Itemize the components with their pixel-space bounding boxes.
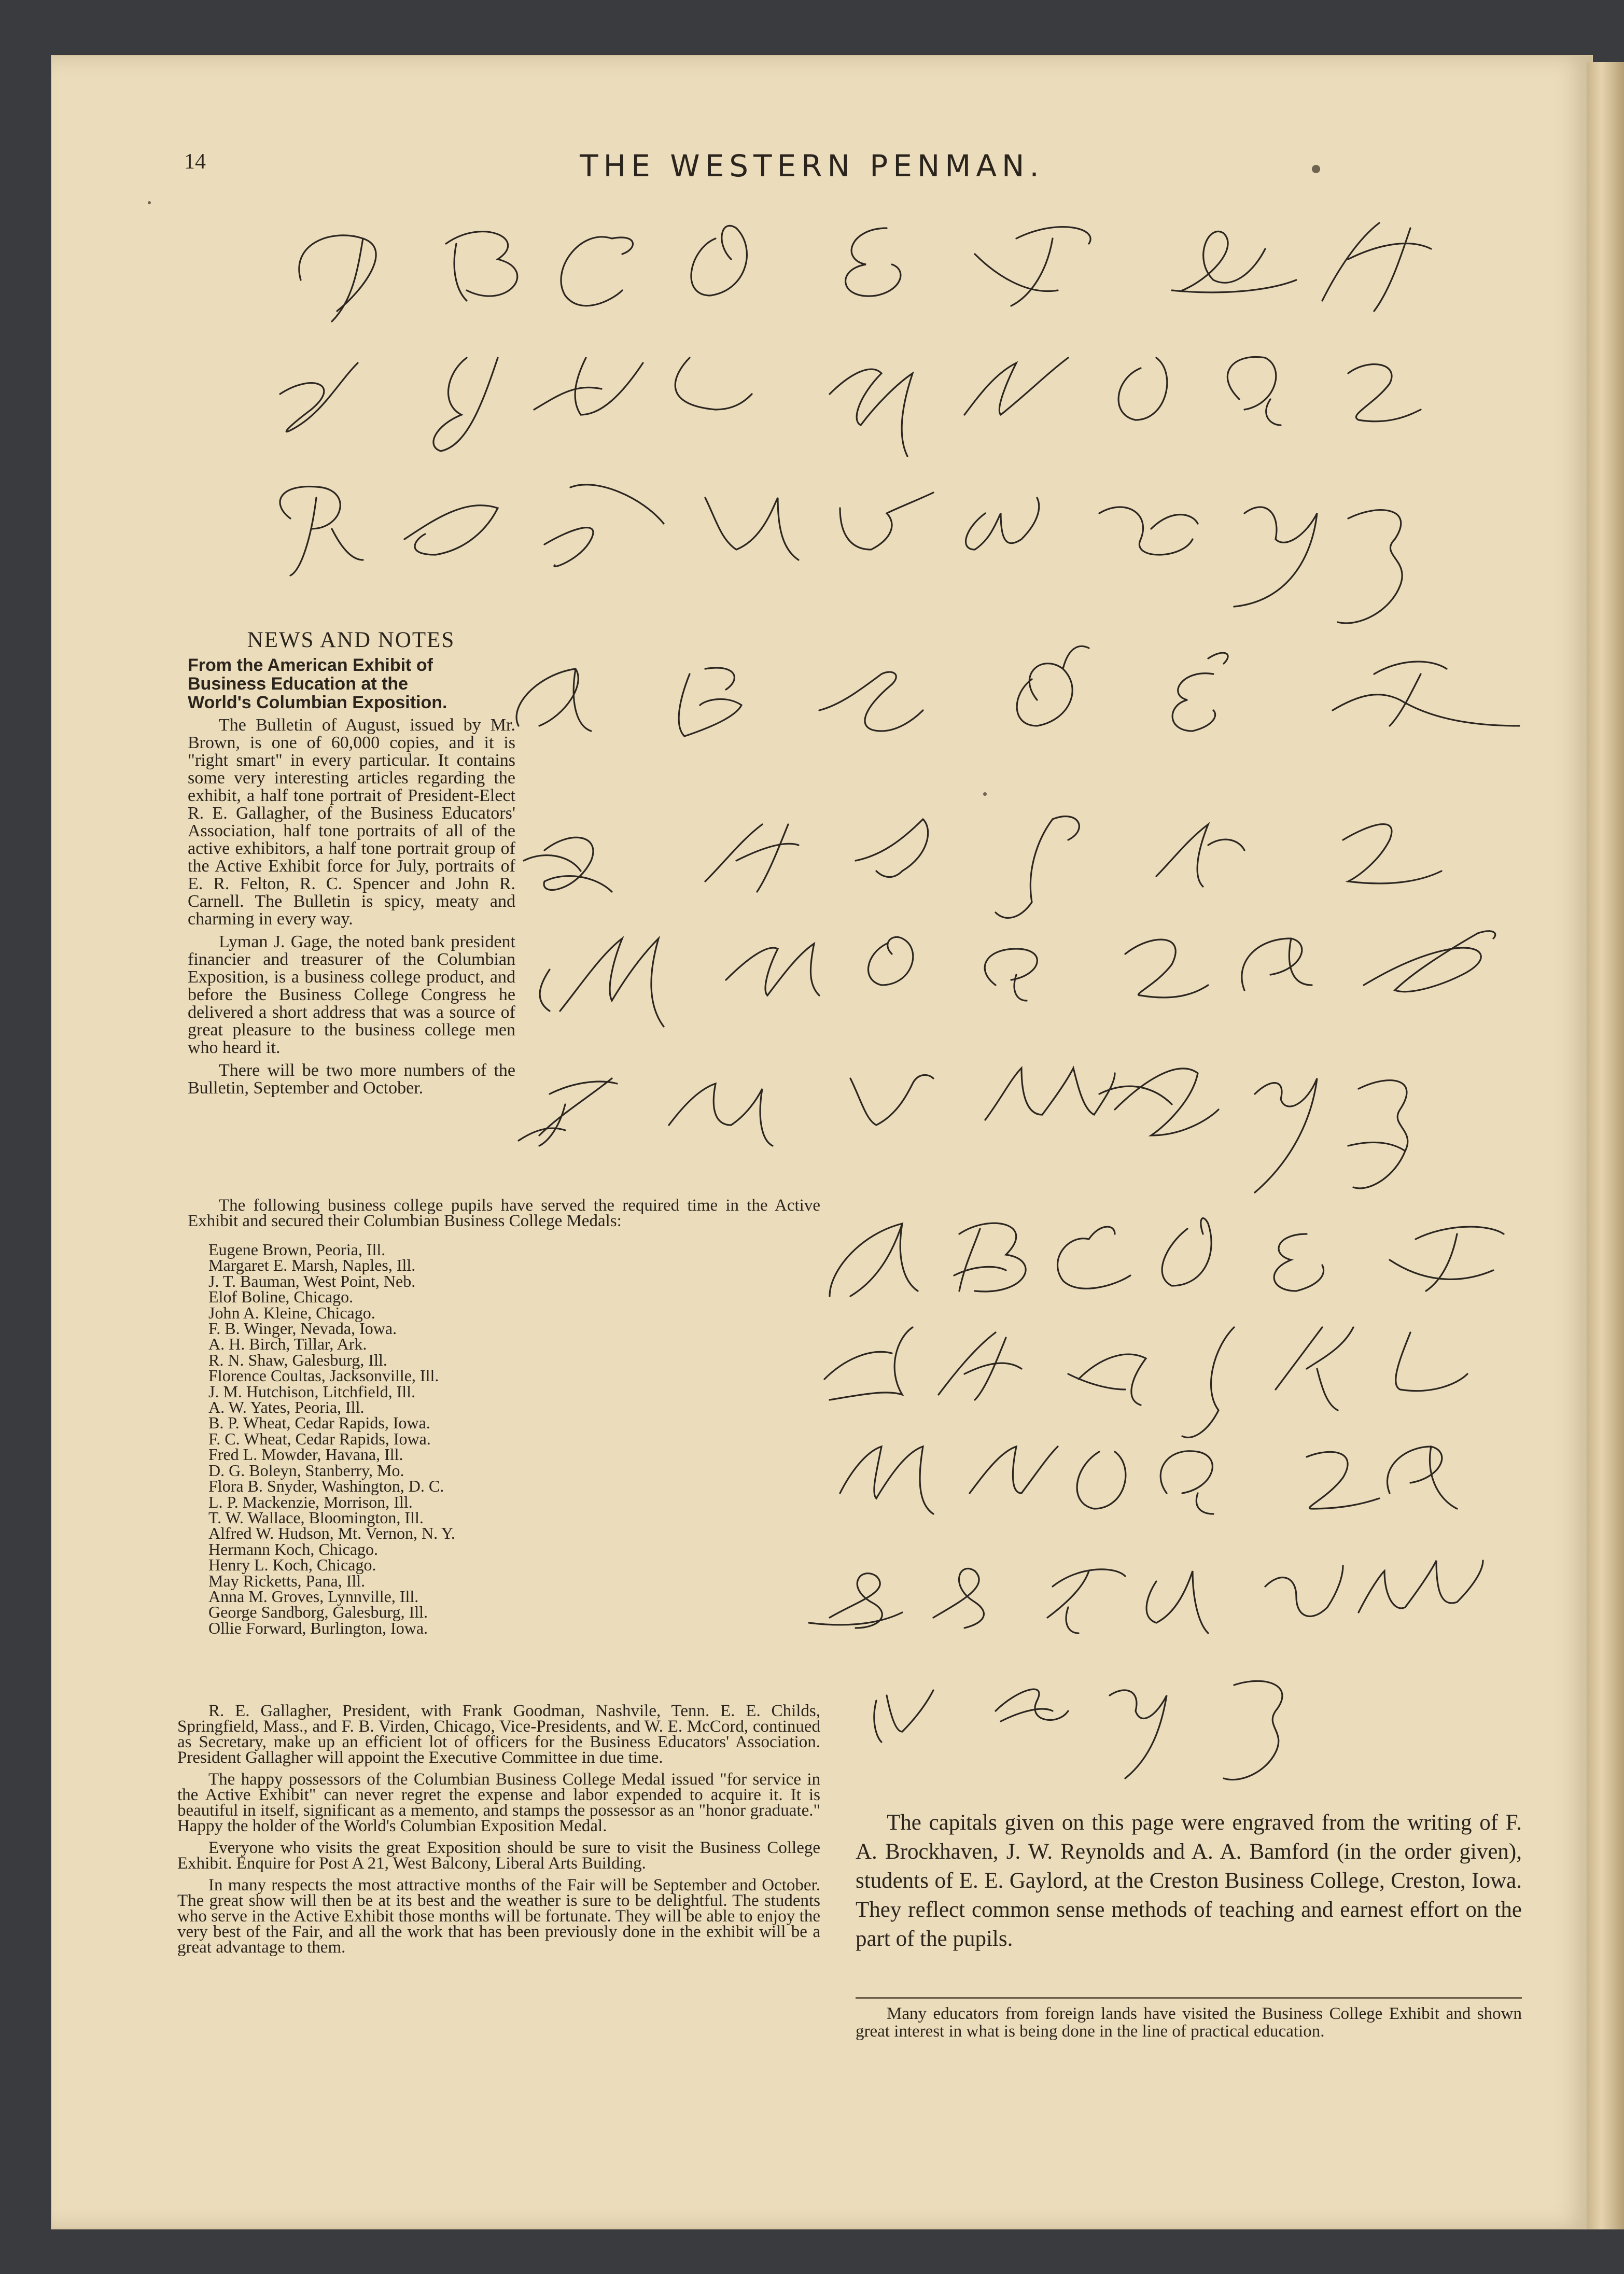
list-item: Anna M. Groves, Lynnville, Ill. — [208, 1587, 419, 1606]
page-number: 14 — [184, 150, 206, 174]
list-item: Henry L. Koch, Chicago. — [208, 1555, 376, 1575]
news-subtitle-line: From the American Exhibit of — [188, 655, 433, 675]
plate2-row3 — [540, 931, 1495, 1027]
list-item: F. B. Winger, Nevada, Iowa. — [208, 1319, 397, 1338]
footnote-text: Many educators from foreign lands have visited the Business College Exhibit and shown great interest in what is being done in the line of practical education. — [856, 2004, 1522, 2041]
list-item: J. M. Hutchison, Litchfield, Ill. — [208, 1382, 416, 1401]
news-paragraph: R. E. Gallagher, President, with Frank Goodman, Nashvile, Tenn. E. E. Childs, Springfield, Mass., and F. B. Virden, Chicago, Vice-Presidents, and W. E. McCord, continued as Secretary, make up an efficient lot of officers for the Business Educators' Association. President Gallagher will appoint the Executive Committee in due time. — [177, 1702, 820, 1767]
plate2-row2 — [524, 817, 1441, 918]
footnote — [856, 2005, 1522, 2040]
list-item: George Sandborg, Galesburg, Ill. — [208, 1603, 428, 1622]
plate2-row4 — [519, 1068, 1408, 1192]
list-item: B. P. Wheat, Cedar Rapids, Iowa. — [208, 1413, 430, 1433]
list-item: John A. Kleine, Chicago. — [208, 1303, 375, 1322]
plate1-row3 — [280, 485, 1402, 623]
plate3-row3 — [840, 1447, 1457, 1514]
list-item: Florence Coultas, Jacksonville, Ill. — [208, 1366, 439, 1385]
news-paragraph: There will be two more numbers of the Bulletin, September and October. — [188, 1061, 515, 1098]
plate3-row2 — [824, 1327, 1467, 1438]
list-item: Eugene Brown, Peoria, Ill. — [208, 1240, 386, 1259]
list-item: A. H. Birch, Tillar, Ark. — [208, 1335, 367, 1354]
list-item: Ollie Forward, Burlington, Iowa. — [208, 1618, 428, 1637]
caption-text: The capitals given on this page were engraved from the writing of F. A. Brockhaven, J. W. Reynolds and A. A. Bamford (in the order given), students of E. E. Gaylord, at the Creston Business College, Creston, Iowa. They reflect common sense methods of teaching and earnest effort on the part of the pupils. — [856, 1810, 1522, 1951]
list-item: May Ricketts, Pana, Ill. — [208, 1571, 366, 1590]
news-paragraph: Lyman J. Gage, the noted bank president financier and treasurer of the Columbian Exposition, is a business college product, and before the Business College Congress he delivered a short address that was a source of great pleasure to the business college men who heard it. — [188, 932, 515, 1057]
news-subtitle — [188, 656, 515, 712]
plate-caption — [856, 1808, 1522, 1954]
list-item: Fred L. Mowder, Havana, Ill. — [208, 1445, 403, 1464]
divider-rule — [856, 1997, 1522, 1999]
list-item: R. N. Shaw, Galesburg, Ill. — [208, 1350, 387, 1369]
plate3-row5 — [874, 1681, 1282, 1779]
news-paragraph: In many respects the most attractive months of the Fair will be September and October. The great show will then be at its best and the weather is sure to be delightful. The students who serve in the Active Exhibit those months will be fortunate. They will be able to enjoy the very best of the Fair, and all the work that has been previously done in the exhibit will be a great advantage to them. — [177, 1876, 820, 1957]
plate2-row1 — [516, 646, 1519, 736]
plate3-row4 — [809, 1561, 1483, 1633]
news-paragraph: The happy possessors of the Columbian Business College Medal issued "for service in the Active Exhibit" can never regret the expense and labor expended to acquire it. It is beautiful in itself, significant as a memento, and stamps the possessor as an "honor graduate." Happy the holder of the World's Columbian Exposition Medal. — [177, 1770, 820, 1835]
news-paragraph: Everyone who visits the great Exposition should be sure to visit the Business College Exhibit. Enquire for Post A 21, West Balcony, Liberal Arts Building. — [177, 1838, 820, 1873]
list-item: Alfred W. Hudson, Mt. Vernon, N. Y. — [208, 1524, 455, 1543]
plate1-row1 — [299, 223, 1431, 321]
page-header: THE WESTERN PENMAN. — [580, 148, 1044, 184]
news-subtitle-line: Business Education at the — [188, 674, 409, 694]
list-item: J. T. Bauman, West Point, Neb. — [208, 1271, 416, 1290]
list-item: F. C. Wheat, Cedar Rapids, Iowa. — [208, 1429, 431, 1448]
plate1-row2 — [280, 357, 1421, 456]
list-item: T. W. Wallace, Bloomington, Ill. — [208, 1508, 424, 1527]
list-item: D. G. Boleyn, Stanberry, Mo. — [208, 1461, 404, 1480]
pupil-list — [208, 1242, 455, 1636]
news-paragraph: The following business college pupils have served the required time in the Active Exhibit and secured their Columbian Business College Medals: — [188, 1196, 820, 1230]
list-item: L. P. Mackenzie, Morrison, Ill. — [208, 1492, 413, 1511]
plate3-row1 — [830, 1218, 1504, 1296]
list-item: Margaret E. Marsh, Naples, Ill. — [208, 1256, 416, 1275]
list-item: Elof Boline, Chicago. — [208, 1287, 354, 1307]
list-item: A. W. Yates, Peoria, Ill. — [208, 1398, 365, 1417]
list-item: Hermann Koch, Chicago. — [208, 1539, 379, 1559]
news-subtitle-line: World's Columbian Exposition. — [188, 693, 447, 712]
list-item: Flora B. Snyder, Washington, D. C. — [208, 1477, 444, 1496]
news-title: NEWS AND NOTES — [247, 628, 455, 652]
news-paragraph: The Bulletin of August, issued by Mr. Brown, is one of 60,000 copies, and it is "right smart" in every particular. It contains some very interesting articles regarding the exhibit, a half tone portrait of President-Elect R. E. Gallagher, of the Business Educators' Association, half tone portraits of all of the active exhibitors, a half tone portrait group of the Active Exhibit force for July, portraits of E. R. Felton, R. C. Spencer and John R. Carnell. The Bulletin is spicy, meaty and charming in every way. — [188, 715, 515, 929]
